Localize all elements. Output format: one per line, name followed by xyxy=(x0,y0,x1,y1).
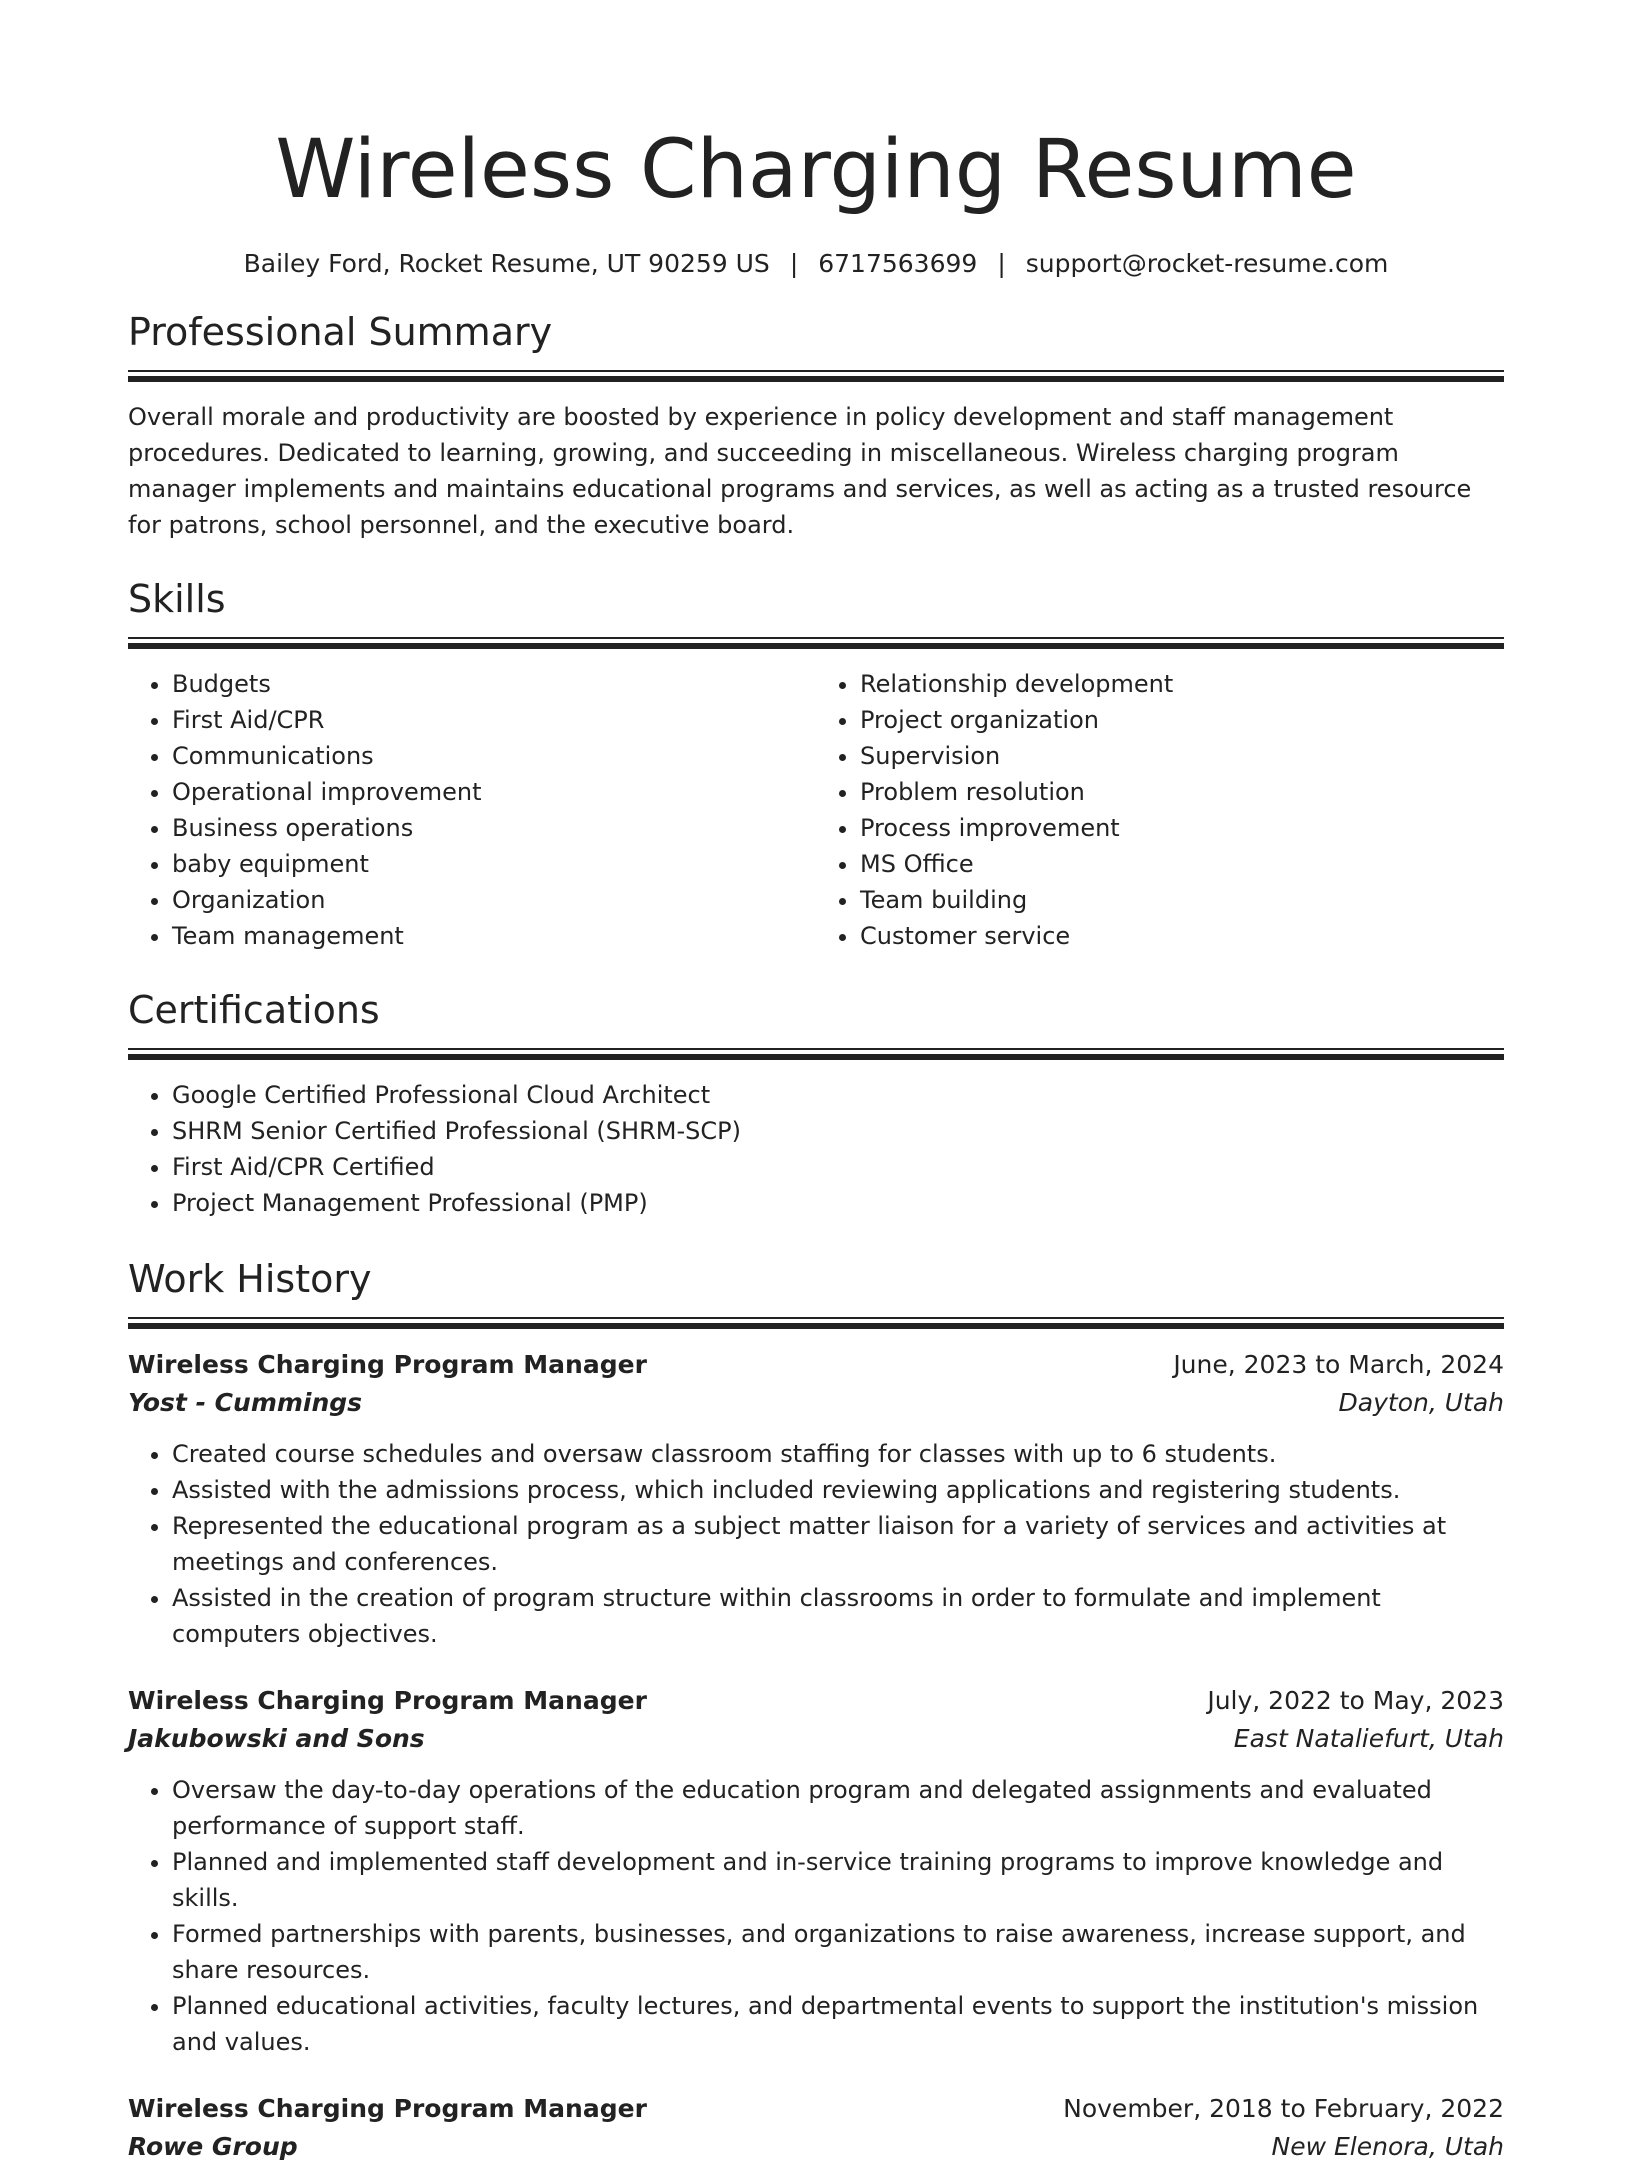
skills-columns xyxy=(128,666,1504,954)
skill-item: • Organization xyxy=(172,882,816,918)
certification-item: • SHRM Senior Certified Professional (SHRM-SCP) xyxy=(172,1113,1504,1149)
skills-column-left xyxy=(128,666,816,954)
job-bullet: • Oversaw the day-to-day operations of the education program and delegated assignments and evaluated performance of support staff. xyxy=(172,1772,1504,1844)
job-header xyxy=(128,2090,1504,2128)
job-employer: Rowe Group xyxy=(128,2132,298,2161)
job-location: Dayton, Utah xyxy=(1338,1388,1504,1417)
job-dates: November, 2018 to February, 2022 xyxy=(1063,2094,1504,2123)
job-employer: Yost - Cummings xyxy=(128,1388,363,1417)
work-history-heading: Work History xyxy=(128,1257,372,1301)
job-bullet: • Assisted with the admissions process, which included reviewing applications and registering students. xyxy=(172,1472,1504,1508)
contact-address: Bailey Ford, Rocket Resume, UT 90259 US xyxy=(243,249,770,278)
skill-item: • Budgets xyxy=(172,666,816,702)
contact-phone: 6717563699 xyxy=(818,249,978,278)
skill-item: • Relationship development xyxy=(860,666,1504,702)
summary-heading: Professional Summary xyxy=(128,310,553,354)
certification-item: • Google Certified Professional Cloud Architect xyxy=(172,1077,1504,1113)
skills-list-left xyxy=(128,666,816,954)
skill-item: • Communications xyxy=(172,738,816,774)
skill-item: • MS Office xyxy=(860,846,1504,882)
skills-column-right xyxy=(816,666,1504,954)
skill-item: • Supervision xyxy=(860,738,1504,774)
contact-separator: | xyxy=(997,249,1006,278)
job-location: New Elenora, Utah xyxy=(1271,2132,1504,2161)
job-bullet: • Represented the educational program as a subject matter liaison for a variety of services and activities at meetings and conferences. xyxy=(172,1508,1504,1580)
job-header xyxy=(128,1682,1504,1720)
certification-item: • First Aid/CPR Certified xyxy=(172,1149,1504,1185)
section-divider xyxy=(128,1048,1504,1061)
skill-item: • Problem resolution xyxy=(860,774,1504,810)
job-dates: June, 2023 to March, 2024 xyxy=(1173,1350,1504,1379)
job-title: Wireless Charging Program Manager xyxy=(128,2094,647,2123)
section-divider xyxy=(128,637,1504,650)
contact-separator: | xyxy=(789,249,799,278)
contact-line xyxy=(128,248,1504,280)
job-location: East Nataliefurt, Utah xyxy=(1233,1724,1504,1753)
skill-item: • baby equipment xyxy=(172,846,816,882)
skill-item: • Team building xyxy=(860,882,1504,918)
contact-email: support@rocket-resume.com xyxy=(1025,249,1389,278)
job-entry xyxy=(128,1682,1504,2060)
certifications-list xyxy=(128,1077,1504,1221)
job-bullets xyxy=(128,1772,1504,2060)
job-entry xyxy=(128,2090,1504,2166)
resume-title: Wireless Charging Resume xyxy=(275,123,1357,217)
skills-section xyxy=(128,575,1504,954)
skill-item: • Business operations xyxy=(172,810,816,846)
certification-item: • Project Management Professional (PMP) xyxy=(172,1185,1504,1221)
job-bullets xyxy=(128,1436,1504,1652)
certifications-section xyxy=(128,986,1504,1221)
skill-item: • Project organization xyxy=(860,702,1504,738)
skill-item: • Team management xyxy=(172,918,816,954)
job-subheader xyxy=(128,1384,1504,1422)
job-bullet: • Planned educational activities, faculty lectures, and departmental events to support the institution's mission and values. xyxy=(172,1988,1504,2060)
job-header xyxy=(128,1346,1504,1384)
job-employer: Jakubowski and Sons xyxy=(128,1724,425,1753)
skills-heading: Skills xyxy=(128,577,226,621)
job-dates: July, 2022 to May, 2023 xyxy=(1207,1686,1504,1715)
job-bullet: • Formed partnerships with parents, businesses, and organizations to raise awareness, increase support, and share resources. xyxy=(172,1916,1504,1988)
skill-item: • Customer service xyxy=(860,918,1504,954)
jobs-container xyxy=(128,1346,1504,2166)
skill-item: • Operational improvement xyxy=(172,774,816,810)
section-divider xyxy=(128,370,1504,383)
job-entry xyxy=(128,1346,1504,1652)
summary-section xyxy=(128,308,1504,543)
skill-item: • First Aid/CPR xyxy=(172,702,816,738)
certifications-heading: Certifications xyxy=(128,988,380,1032)
job-subheader xyxy=(128,1720,1504,1758)
job-bullet: • Assisted in the creation of program structure within classrooms in order to formulate and implement computers objectives. xyxy=(172,1580,1504,1652)
skill-item: • Process improvement xyxy=(860,810,1504,846)
summary-text: Overall morale and productivity are boosted by experience in policy development and staff management procedures. Dedicated to learning, growing, and succeeding in miscellaneous. Wireless charging program manager implements and maintains educational programs and services, as well as acting as a trusted resource for patrons, school personnel, and the executive board. xyxy=(128,403,1472,539)
job-title: Wireless Charging Program Manager xyxy=(128,1686,647,1715)
job-title: Wireless Charging Program Manager xyxy=(128,1350,647,1379)
job-subheader xyxy=(128,2128,1504,2166)
section-divider xyxy=(128,1317,1504,1330)
job-bullet: • Created course schedules and oversaw classroom staffing for classes with up to 6 students. xyxy=(172,1436,1504,1472)
work-history-section xyxy=(128,1255,1504,2166)
job-bullet: • Planned and implemented staff development and in-service training programs to improve knowledge and skills. xyxy=(172,1844,1504,1916)
skills-list-right xyxy=(816,666,1504,954)
